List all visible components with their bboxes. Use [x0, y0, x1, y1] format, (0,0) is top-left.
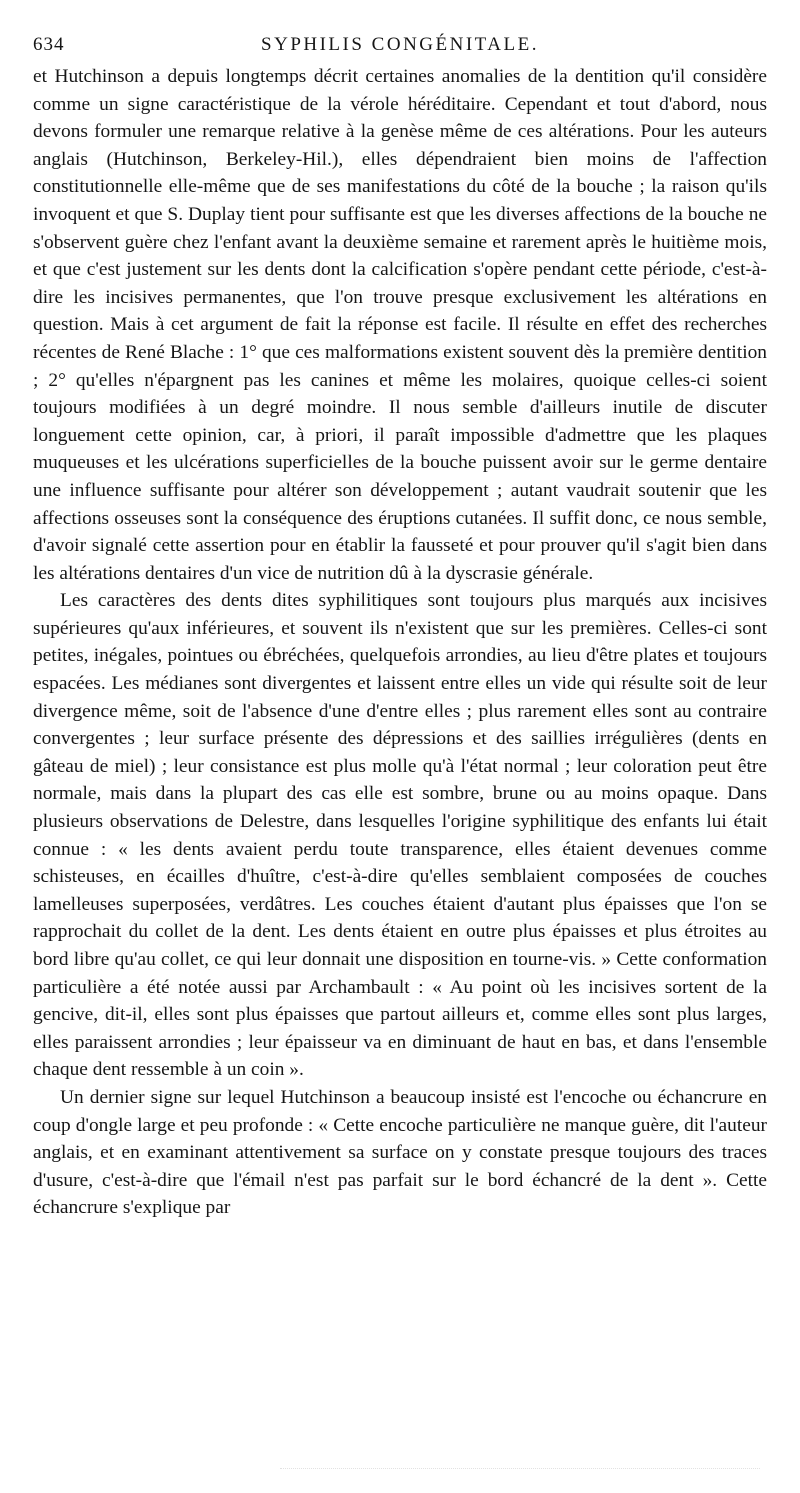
- scan-specks-divider: [280, 1468, 760, 1471]
- running-title: SYPHILIS CONGÉNITALE.: [261, 34, 539, 55]
- book-page: [33, 30, 767, 1222]
- paragraph-dental-characteristics: Les caractères des dents dites syphilitiques sont toujours plus marqués aux incisives supérieures qu'aux inférieures, et souvent ils n'existent que sur les premières. Celles-ci sont petites, inégales, pointues ou ébréchées, quelquefois arrondies, au lieu d'être plates et toujours espacées. Les médianes sont divergentes et laissent entre elles un vide qui résulte soit de leur divergence même, soit de l'absence d'une d'entre elles ; plus rarement elles sont au contraire convergentes ; leur surface présente des dépressions et des saillies irrégulières (dents en gâteau de miel) ; leur consistance est plus molle qu'à l'état normal ; leur coloration peut être normale, mais dans la plupart des cas elle est sombre, brune ou au moins opaque. Dans plusieurs observations de Delestre, dans lesquelles l'origine syphilitique des enfants lui était connue : « les dents avaient perdu toute transparence, elles étaient devenues comme schisteuses, en écailles d'huître, c'est-à-dire qu'elles semblaient composées de couches lamelleuses superposées, verdâtres. Les couches étaient d'autant plus épaisses que l'on se rapprochait du collet de la dent. Les dents étaient en outre plus épaisses et plus étroites au bord libre qu'au collet, ce qui leur donnait une disposition en tourne-vis. » Cette conformation particulière a été notée aussi par Archambault : « Au point où les incisives sortent de la gencive, dit-il, elles sont plus épaisses que partout ailleurs et, comme elles sont plus larges, elles paraissent arrondies ; leur épaisseur va en diminuant de haut en bas, et dans l'ensemble chaque dent ressemble à un coin ».: [33, 590, 767, 1081]
- paragraph-hutchinson-notch: Un dernier signe sur lequel Hutchinson a beaucoup insisté est l'encoche ou échancrure en coup d'ongle large et peu profonde : « Cette encoche particulière ne manque guère, dit l'auteur anglais, et en examinant attentivement sa surface on y constate presque toujours des traces d'usure, c'est-à-dire que l'émail n'est pas parfait sur le bord échancré de la dent ». Cette échancrure s'explique par: [33, 1086, 767, 1219]
- paragraph-continuation: et Hutchinson a depuis longtemps décrit certaines anomalies de la dentition qu'il considère comme un signe caractéristique de la vérole héréditaire. Cependant et tout d'abord, nous devons formuler une remarque relative à la genèse même de ces altérations. Pour les auteurs anglais (Hutchinson, Berkeley-Hil.), elles dépendraient bien moins de l'affection constitutionnelle elle-même que de ses manifestations du côté de la bouche ; la raison qu'ils invoquent et que S. Duplay tient pour suffisante est que les diverses affections de la bouche ne s'observent guère chez l'enfant avant la deuxième semaine et rarement après le huitième mois, et que c'est justement sur les dents dont la calcification s'opère pendant cette période, c'est-à-dire les incisives permanentes, que l'on trouve presque exclusivement les altérations en question. Mais à cet argument de fait la réponse est facile. Il résulte en effet des recherches récentes de René Blache : 1° que ces malformations existent souvent dès la première dentition ; 2° qu'elles n'épargnent pas les canines et même les molaires, quoique celles-ci soient toujours modifiées à un degré moindre. Il nous semble d'ailleurs inutile de discuter longuement cette opinion, car, à priori, il paraît impossible d'admettre que les plaques muqueuses et les ulcérations superficielles de la bouche puissent avoir sur le germe dentaire une influence suffisante pour altérer son développement ; autant vaudrait soutenir que les affections osseuses sont la conséquence des éruptions cutanées. Il suffit donc, ce nous semble, d'avoir signalé cette assertion pour en établir la fausseté et pour prouver qu'il s'agit bien dans les altérations dentaires d'un vice de nutrition dû à la dyscrasie générale.: [33, 66, 767, 584]
- page-number: 634: [33, 34, 65, 55]
- body-text: [33, 63, 767, 1222]
- page-header: [33, 30, 767, 60]
